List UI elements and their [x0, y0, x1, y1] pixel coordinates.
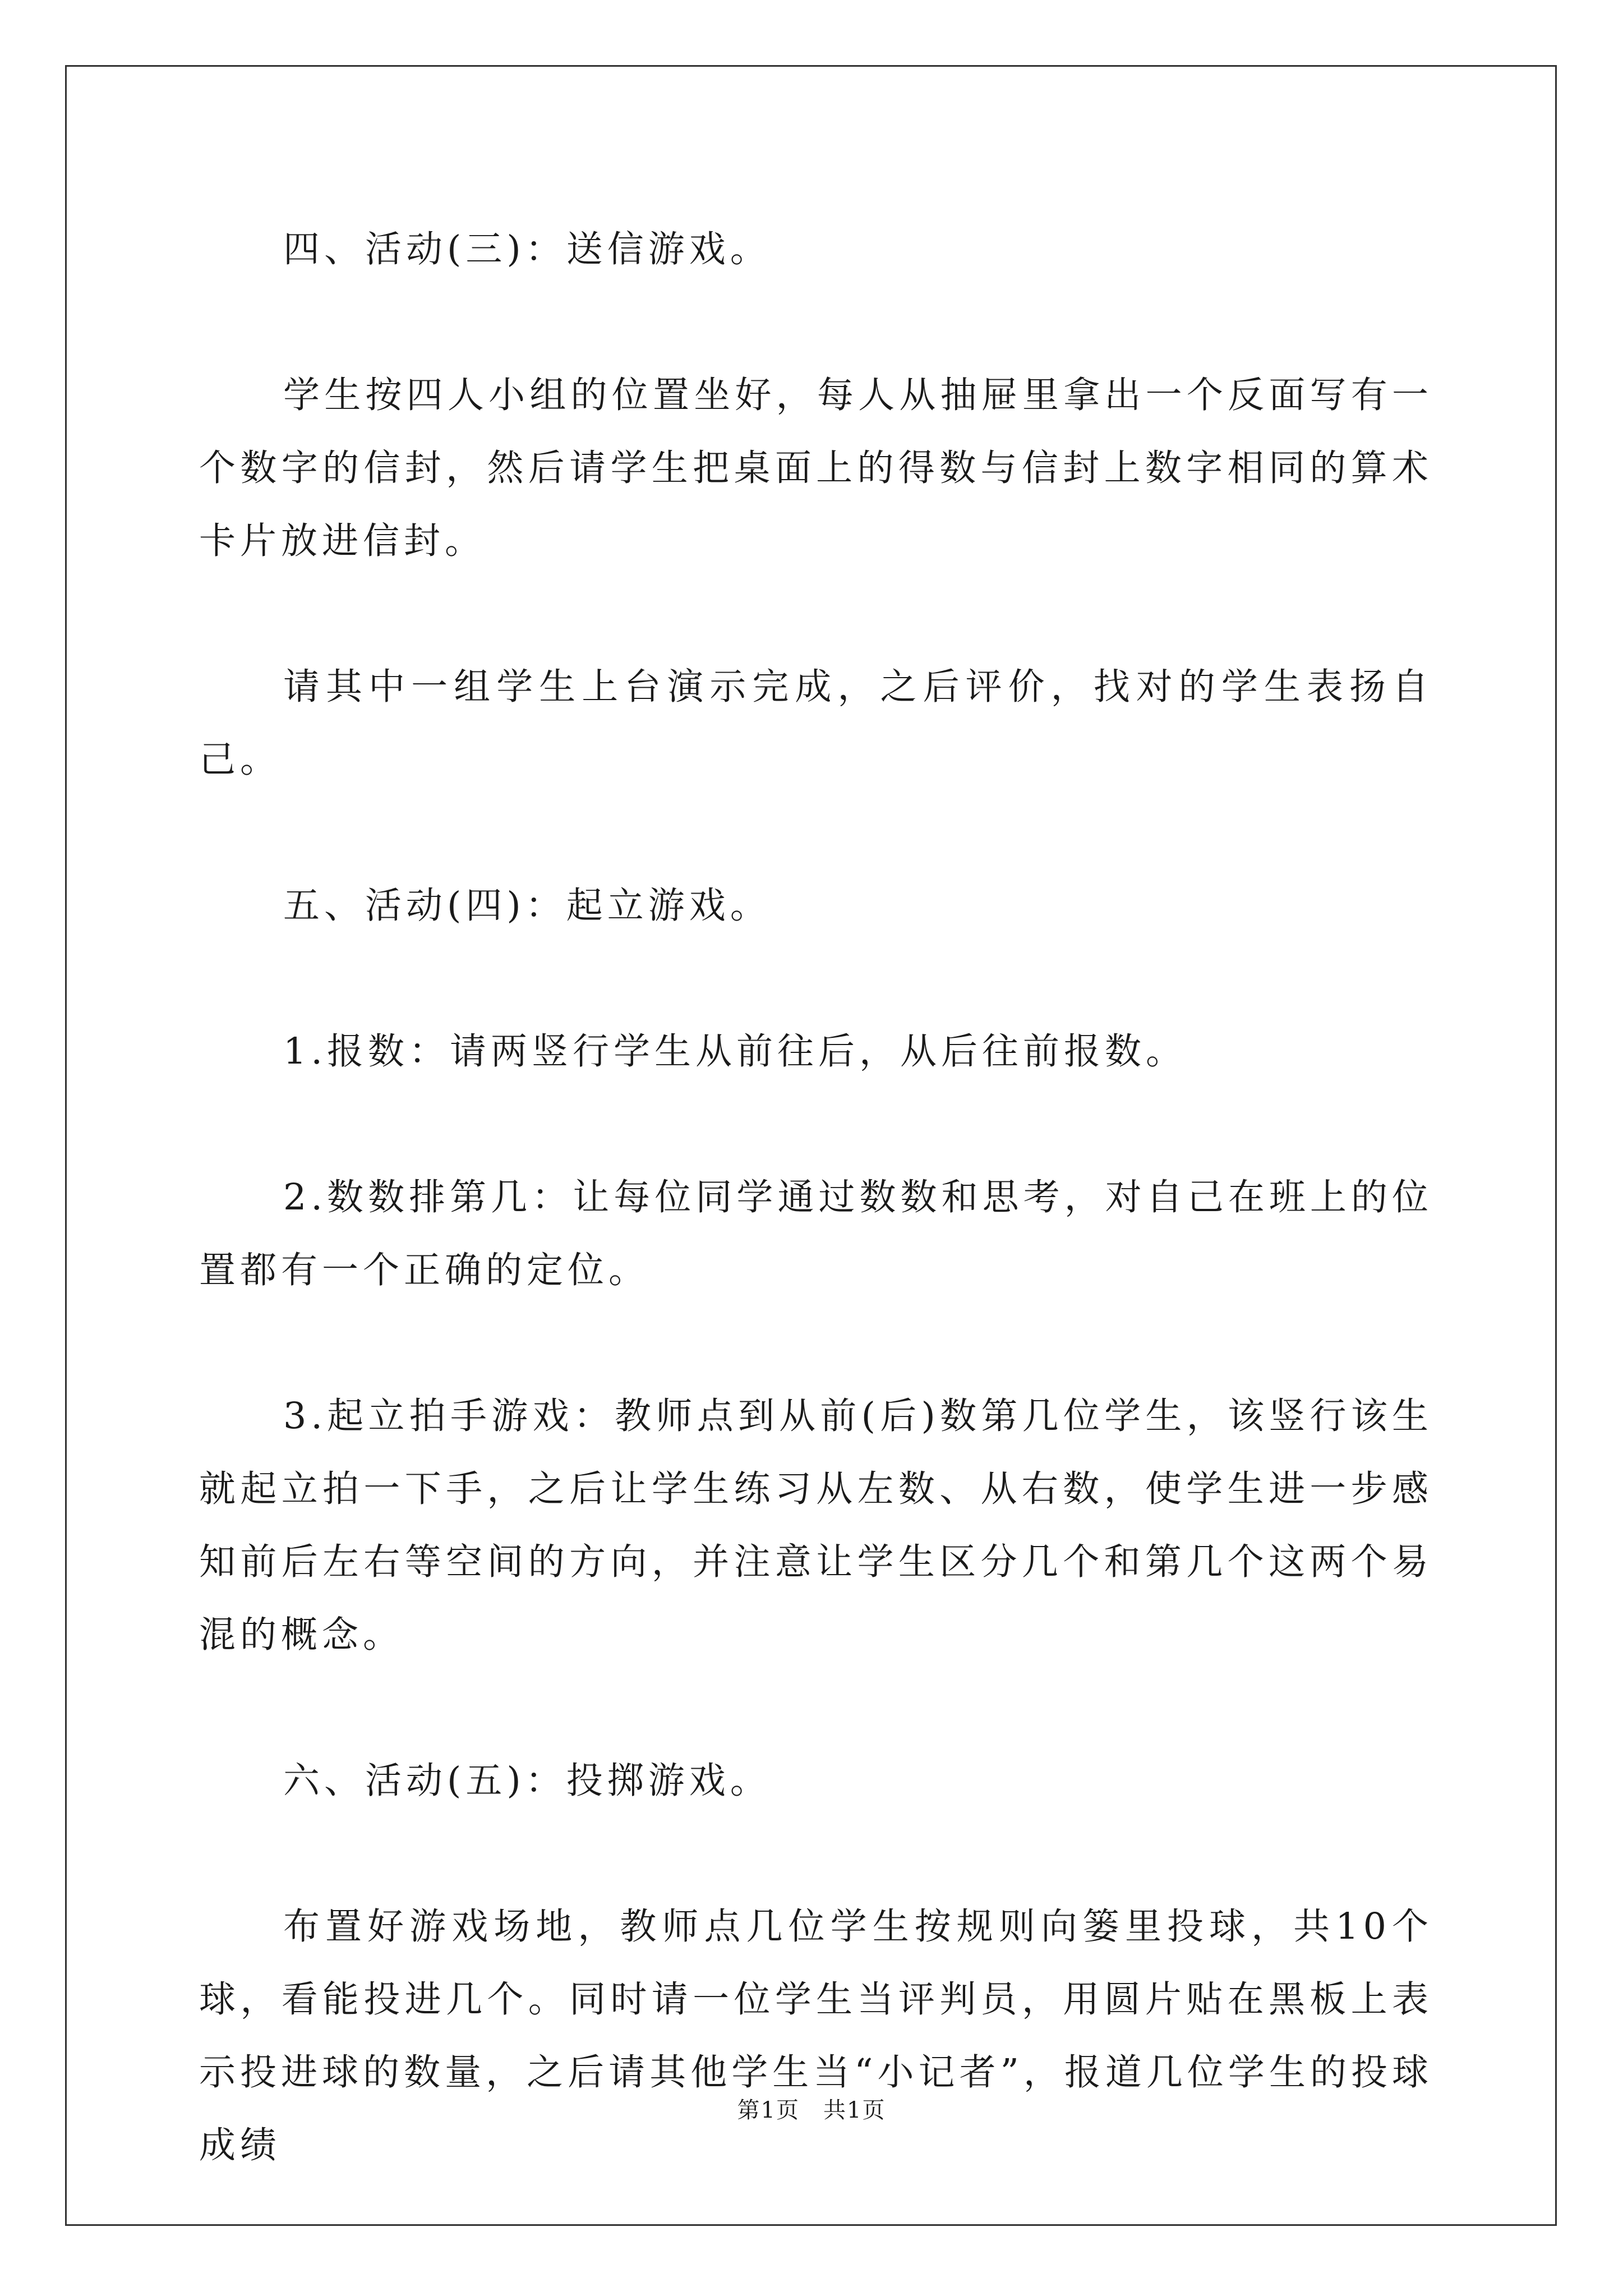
- paragraph-count-off: 1.报数：请两竖行学生从前往后，从后往前报数。: [283, 1030, 1187, 1073]
- heading-activity-5: 六、活动(五)：投掷游戏。: [283, 1760, 771, 1802]
- document-body: [199, 213, 1433, 2255]
- paragraph-position-count: 2.数数排第几：让每位同学通过数数和思考，对自己在班上的位置都有一个正确的定位。: [199, 1176, 1433, 1291]
- paragraph-throwing-game: 布置好游戏场地，教师点几位学生按规则向篓里投球，共10个球，看能投进几个。同时请一位学生当评判员，用圆片贴在黑板上表示投进球的数量，之后请其他学生当“小记者”，报道几位学生的投球成绩: [199, 1906, 1433, 2166]
- heading-activity-3: 四、活动(三)：送信游戏。: [283, 228, 771, 270]
- page-number-footer: 第1页 共1页: [737, 2097, 886, 2123]
- paragraph-stand-clap-game: 3.起立拍手游戏：教师点到从前(后)数第几位学生，该竖行该生就起立拍一下手，之后让学生练习从左数、从右数，使学生进一步感知前后左右等空间的方向，并注意让学生区分几个和第几个这两个易混的概念。: [199, 1395, 1433, 1656]
- paragraph-activity-3-evaluation: 请其中一组学生上台演示完成，之后评价，找对的学生表扬自己。: [199, 666, 1433, 781]
- paragraph-activity-3-description: 学生按四人小组的位置坐好，每人从抽屉里拿出一个反面写有一个数字的信封，然后请学生把桌面上的得数与信封上数字相同的算术卡片放进信封。: [199, 374, 1433, 562]
- heading-activity-4: 五、活动(四)：起立游戏。: [283, 885, 771, 927]
